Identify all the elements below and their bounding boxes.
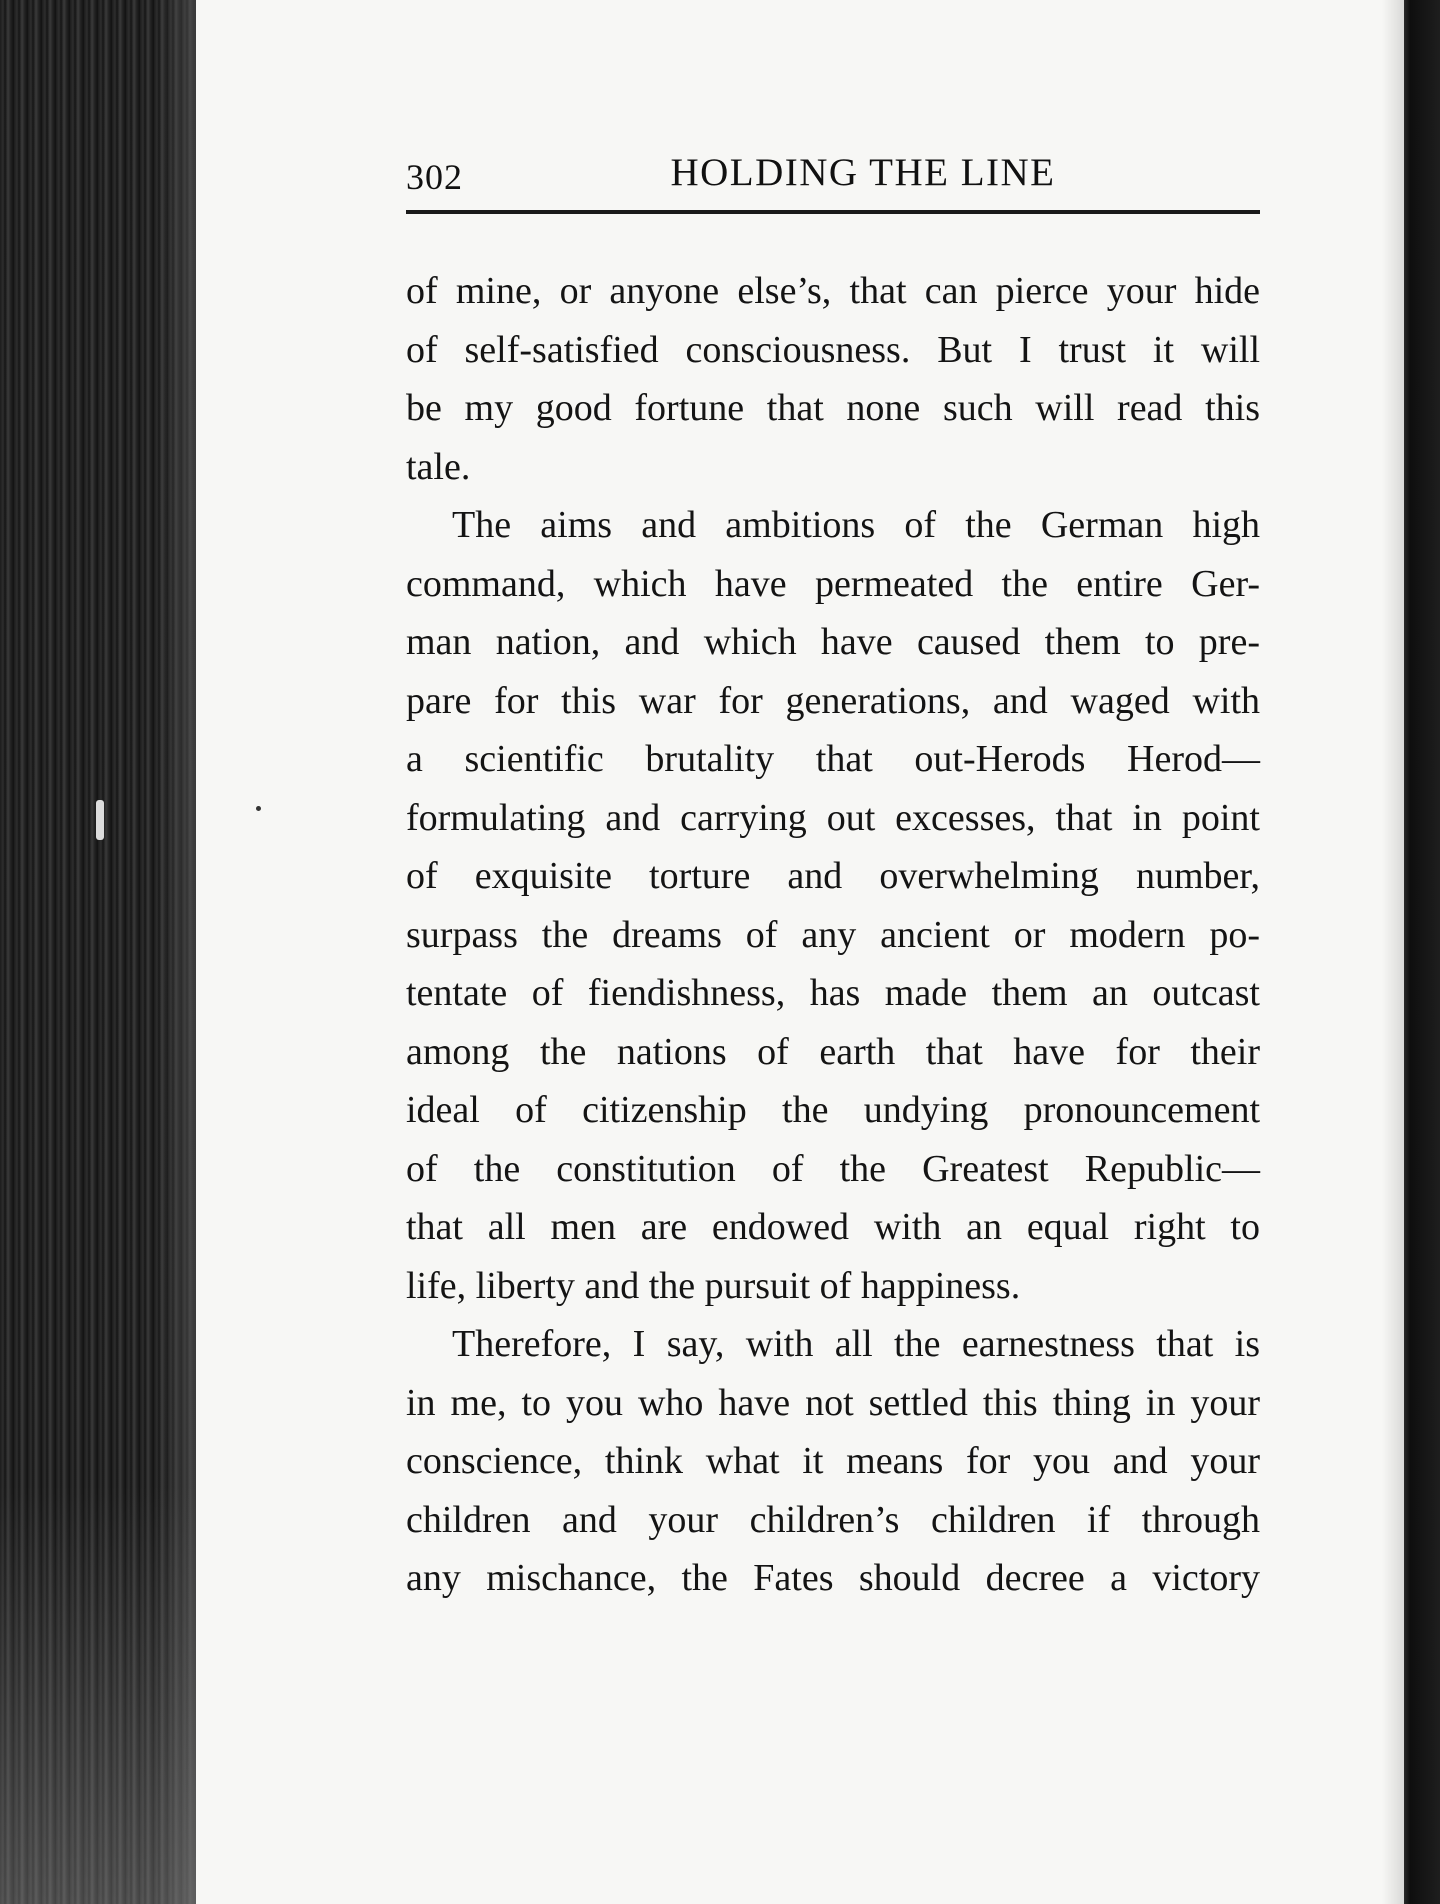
paragraph — [406, 1315, 1260, 1608]
text-line: ideal of citizenship the undying pronouncement — [406, 1089, 1260, 1131]
text-line: Therefore, I say, with all the earnestness that is — [452, 1323, 1260, 1365]
text-line: formulating and carrying out excesses, that in point — [406, 796, 1260, 839]
ink-speck — [96, 800, 104, 840]
text-line: command, which have permeated the entire Ger- — [406, 562, 1260, 605]
text-line: of self-satisfied consciousness. But I trust it will — [406, 328, 1260, 371]
text-line: of exquisite torture and overwhelming number, — [406, 855, 1260, 897]
paragraph — [406, 262, 1260, 496]
header-rule — [406, 210, 1260, 214]
running-head: HOLDING THE LINE — [670, 151, 1056, 194]
right-page-edge — [1404, 0, 1440, 1904]
text-line: a scientific brutality that out-Herods Herod— — [406, 738, 1260, 780]
text-line: The aims and ambitions of the German high — [452, 504, 1260, 546]
text-line: man nation, and which have caused them to pre- — [406, 621, 1260, 663]
text-line: conscience, think what it means for you and your — [406, 1440, 1260, 1482]
body-text — [406, 262, 1260, 1608]
text-line: of the constitution of the Greatest Republic— — [406, 1147, 1260, 1190]
page — [196, 0, 1404, 1904]
text-line: be my good fortune that none such will read this — [406, 387, 1260, 429]
text-line: in me, to you who have not settled this thing in your — [406, 1381, 1260, 1424]
text-line: of mine, or anyone else’s, that can pierce your hide — [406, 270, 1260, 312]
text-line: that all men are endowed with an equal right to — [406, 1206, 1260, 1248]
edge-shading — [0, 0, 196, 1904]
text-line: life, liberty and the pursuit of happiness. — [406, 1264, 1021, 1307]
page-header — [406, 150, 1260, 212]
text-line: tentate of fiendishness, has made them an outcast — [406, 972, 1260, 1014]
text-line: children and your children’s children if through — [406, 1498, 1260, 1541]
text-line: any mischance, the Fates should decree a victory — [406, 1557, 1260, 1599]
text-line: pare for this war for generations, and waged with — [406, 679, 1260, 722]
text-line: tale. — [406, 445, 471, 488]
paragraph — [406, 496, 1260, 1315]
page-number: 302 — [406, 157, 463, 197]
text-line: surpass the dreams of any ancient or modern po- — [406, 913, 1260, 956]
text-line: among the nations of earth that have for their — [406, 1030, 1260, 1073]
